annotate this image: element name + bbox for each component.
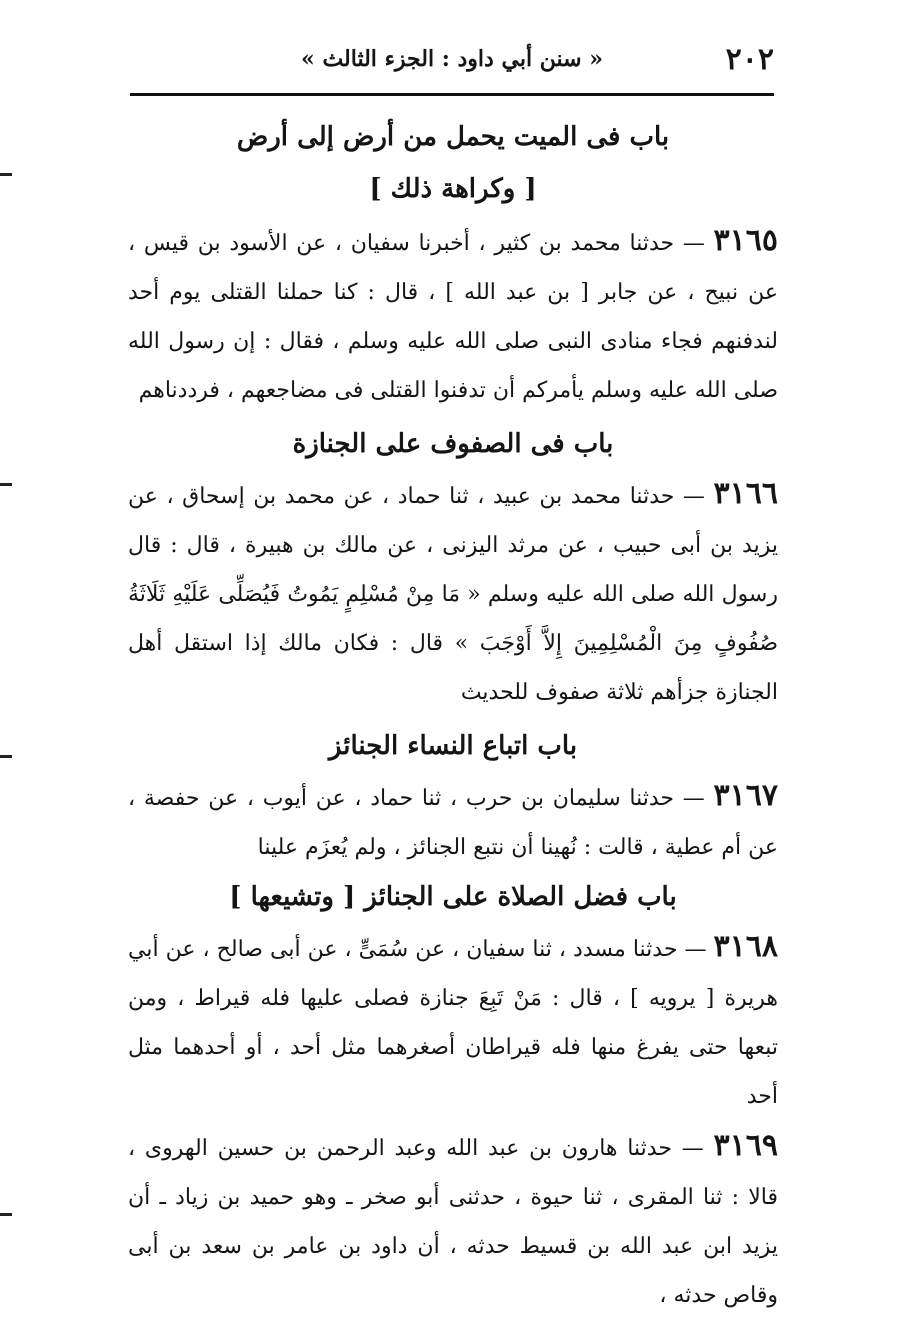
hadith-paragraph — [128, 1121, 778, 1320]
hadith-number: ٣١٦٩ — [713, 1128, 778, 1163]
margin-mark — [0, 173, 12, 176]
hadith-paragraph — [128, 771, 778, 872]
hadith-text: — حدثنا هارون بن عبد الله وعبد الرحمن بن حسين الهروى ، قالا : ثنا المقرى ، ثنا حيوة ، حدثنى أبو صخر ـ وهو حميد بن زياد ـ أن يزيد ابن عبد الله بن قسيط حدثه ، أن داود بن عامر بن سعد بن أبى وقاص حدثه ، — [128, 1136, 778, 1308]
page-body — [128, 112, 778, 1320]
running-title: « سنن أبي داود : الجزء الثالث » — [301, 46, 603, 72]
hadith-number: ٣١٦٨ — [713, 929, 778, 964]
hadith-text: — حدثنا محمد بن كثير ، أخبرنا سفيان ، عن الأسود بن قيس ، عن نبيح ، عن جابر [ بن عبد الله ] ، قال : كنا حملنا القتلى يوم أحد لندفنهم فجاء منادى النبى صلى الله عليه وسلم ، فقال : إن رسول الله صلى الله عليه وسلم يأمركم أن تدفنوا القتلى فى مضاجعهم ، فرددناهم — [128, 231, 778, 403]
hadith-paragraph — [128, 469, 778, 717]
margin-mark — [0, 483, 12, 486]
hadith-paragraph — [128, 216, 778, 415]
hadith-paragraph — [128, 922, 778, 1121]
chapter-title: باب فى الصفوف على الجنازة — [292, 429, 614, 459]
chapter-title: باب فضل الصلاة على الجنائز [ وتشيعها ] — [229, 882, 677, 912]
margin-mark — [0, 755, 12, 758]
header-rule — [130, 93, 774, 96]
hadith-number: ٣١٦٥ — [713, 223, 778, 258]
chapter-title: باب فى الميت يحمل من أرض إلى أرض — [236, 122, 670, 152]
hadith-text: — حدثنا محمد بن عبيد ، ثنا حماد ، عن محمد بن إسحاق ، عن يزيد بن أبى حبيب ، عن مرثد اليزنى ، عن مالك بن هبيرة ، قال : قال رسول الله صلى الله عليه وسلم « مَا مِنْ مُسْلِمٍ يَمُوتُ فَيُصَلِّى عَلَيْهِ ثَلَاثَةُ صُفُوفٍ مِنَ الْمُسْلِمِينَ إِلاَّ أَوْجَبَ » قال : فكان مالك إذا استقل أهل الجنازة جزأهم ثلاثة صفوف للحديث — [128, 484, 778, 705]
page-number: ٢٠٢ — [725, 42, 774, 77]
hadith-text: — حدثنا مسدد ، ثنا سفيان ، عن سُمَىٍّ ، عن أبى صالح ، عن أبي هريرة [ يرويه ] ، قال : مَنْ تَبِعَ جنازة فصلى عليها فله قيراط ، ومن تبعها حتى يفرغ منها فله قيراطان أصغرهما مثل أحد ، أو أحدهما مثل أحد — [128, 937, 778, 1109]
chapter-subtitle: [ وكراهة ذلك ] — [369, 174, 537, 204]
page-header — [130, 42, 774, 78]
hadith-text: — حدثنا سليمان بن حرب ، ثنا حماد ، عن أيوب ، عن حفصة ، عن أم عطية ، قالت : نُهينا أن نتبع الجنائز ، ولم يُعزَم علينا — [128, 786, 778, 860]
margin-mark — [0, 1213, 12, 1216]
hadith-number: ٣١٦٧ — [713, 778, 778, 813]
chapter-title: باب اتباع النساء الجنائز — [328, 731, 578, 761]
hadith-number: ٣١٦٦ — [713, 476, 778, 511]
